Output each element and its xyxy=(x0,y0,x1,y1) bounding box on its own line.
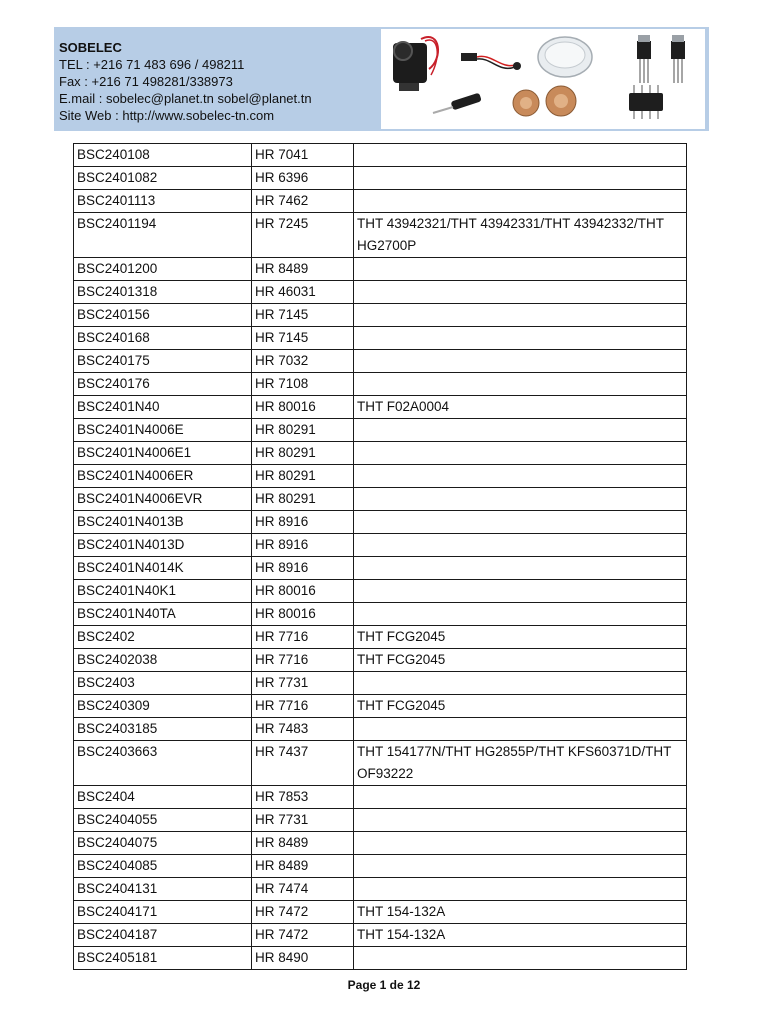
part-reference-cell: BSC2401318 xyxy=(74,281,252,304)
part-reference-cell: BSC2403 xyxy=(74,672,252,695)
table-row xyxy=(74,809,687,832)
hr-code-cell: HR 7245 xyxy=(252,213,354,258)
tht-equivalent-cell xyxy=(354,580,687,603)
hr-code-cell: HR 7437 xyxy=(252,741,354,786)
tht-equivalent-cell: THT 154-132A xyxy=(354,901,687,924)
part-reference-cell: BSC2404 xyxy=(74,786,252,809)
tht-equivalent-cell xyxy=(354,350,687,373)
hr-code-cell: HR 80016 xyxy=(252,603,354,626)
table-row xyxy=(74,144,687,167)
tht-equivalent-cell xyxy=(354,488,687,511)
hr-code-cell: HR 8489 xyxy=(252,832,354,855)
tht-equivalent-cell xyxy=(354,557,687,580)
contact-block xyxy=(59,39,312,124)
part-reference-cell: BSC2404187 xyxy=(74,924,252,947)
part-reference-cell: BSC2401N4013D xyxy=(74,534,252,557)
part-reference-cell: BSC2405181 xyxy=(74,947,252,970)
tht-equivalent-cell xyxy=(354,258,687,281)
table-row xyxy=(74,786,687,809)
table-row xyxy=(74,649,687,672)
part-reference-cell: BSC2401N4013B xyxy=(74,511,252,534)
part-reference-cell: BSC240309 xyxy=(74,695,252,718)
part-reference-cell: BSC240168 xyxy=(74,327,252,350)
hr-code-cell: HR 8916 xyxy=(252,557,354,580)
tht-equivalent-cell xyxy=(354,281,687,304)
hr-code-cell: HR 7462 xyxy=(252,190,354,213)
tht-equivalent-cell xyxy=(354,718,687,741)
table-row xyxy=(74,855,687,878)
part-reference-cell: BSC2404085 xyxy=(74,855,252,878)
tht-equivalent-cell xyxy=(354,855,687,878)
table-row xyxy=(74,741,687,786)
table-row xyxy=(74,190,687,213)
tht-equivalent-cell xyxy=(354,304,687,327)
tht-equivalent-cell xyxy=(354,442,687,465)
table-row xyxy=(74,373,687,396)
part-reference-cell: BSC2402 xyxy=(74,626,252,649)
table-row xyxy=(74,924,687,947)
piezo-disc-icon xyxy=(513,86,576,116)
tht-equivalent-cell xyxy=(354,465,687,488)
tht-equivalent-cell: THT 154-132A xyxy=(354,924,687,947)
table-row xyxy=(74,442,687,465)
tht-equivalent-cell xyxy=(354,373,687,396)
tht-equivalent-cell: THT F02A0004 xyxy=(354,396,687,419)
tht-equivalent-cell: THT FCG2045 xyxy=(354,695,687,718)
table-row xyxy=(74,695,687,718)
table-row xyxy=(74,511,687,534)
tht-equivalent-cell: THT 154177N/THT HG2855P/THT KFS60371D/THT OF93222 xyxy=(354,741,687,786)
tht-equivalent-cell xyxy=(354,809,687,832)
hr-code-cell: HR 7472 xyxy=(252,924,354,947)
hr-code-cell: HR 46031 xyxy=(252,281,354,304)
table-row xyxy=(74,901,687,924)
table-row xyxy=(74,672,687,695)
email-line: E.mail : sobelec@planet.tn sobel@planet.tn xyxy=(59,91,312,106)
part-reference-cell: BSC240156 xyxy=(74,304,252,327)
table-row xyxy=(74,534,687,557)
hr-code-cell: HR 7483 xyxy=(252,718,354,741)
part-reference-cell: BSC240108 xyxy=(74,144,252,167)
table-row xyxy=(74,213,687,258)
table-row xyxy=(74,304,687,327)
part-reference-cell: BSC2401N4006E xyxy=(74,419,252,442)
table-row xyxy=(74,557,687,580)
connector-cable-icon xyxy=(461,53,521,70)
part-reference-cell: BSC2401N4006EVR xyxy=(74,488,252,511)
hr-code-cell: HR 80291 xyxy=(252,442,354,465)
tht-equivalent-cell xyxy=(354,144,687,167)
tht-equivalent-cell xyxy=(354,947,687,970)
hr-code-cell: HR 7853 xyxy=(252,786,354,809)
tht-equivalent-cell xyxy=(354,419,687,442)
hr-code-cell: HR 7731 xyxy=(252,672,354,695)
hr-code-cell: HR 7145 xyxy=(252,304,354,327)
hr-code-cell: HR 7474 xyxy=(252,878,354,901)
page-number: Page 1 de 12 xyxy=(347,978,421,992)
part-reference-cell: BSC240175 xyxy=(74,350,252,373)
tht-equivalent-cell xyxy=(354,786,687,809)
hr-code-cell: HR 7731 xyxy=(252,809,354,832)
flyback-transformer-icon xyxy=(393,37,438,91)
table-row xyxy=(74,396,687,419)
part-reference-cell: BSC2403663 xyxy=(74,741,252,786)
hr-code-cell: HR 7041 xyxy=(252,144,354,167)
phone-line: TEL : +216 71 483 696 / 498211 xyxy=(59,57,245,72)
table-row xyxy=(74,350,687,373)
ceiling-speaker-icon xyxy=(538,37,592,77)
table-row xyxy=(74,603,687,626)
table-row xyxy=(74,626,687,649)
table-row xyxy=(74,167,687,190)
hr-code-cell: HR 7145 xyxy=(252,327,354,350)
tht-equivalent-cell xyxy=(354,327,687,350)
table-row xyxy=(74,465,687,488)
part-reference-cell: BSC2404171 xyxy=(74,901,252,924)
table-row xyxy=(74,878,687,901)
table-row xyxy=(74,832,687,855)
hr-code-cell: HR 8490 xyxy=(252,947,354,970)
part-reference-cell: BSC2402038 xyxy=(74,649,252,672)
table-row xyxy=(74,580,687,603)
hr-code-cell: HR 7472 xyxy=(252,901,354,924)
part-reference-cell: BSC2401082 xyxy=(74,167,252,190)
transistor-icon xyxy=(637,35,685,83)
tht-equivalent-cell xyxy=(354,190,687,213)
hr-code-cell: HR 8916 xyxy=(252,534,354,557)
ic-chip-icon xyxy=(629,85,663,119)
product-photos xyxy=(381,29,705,129)
part-reference-cell: BSC2404075 xyxy=(74,832,252,855)
tht-equivalent-cell xyxy=(354,534,687,557)
part-reference-cell: BSC2401113 xyxy=(74,190,252,213)
fax-line: Fax : +216 71 498281/338973 xyxy=(59,74,233,89)
tht-equivalent-cell xyxy=(354,511,687,534)
hr-code-cell: HR 7032 xyxy=(252,350,354,373)
website-line: Site Web : http://www.sobelec-tn.com xyxy=(59,108,275,123)
part-reference-cell: BSC2401N40TA xyxy=(74,603,252,626)
table-row xyxy=(74,281,687,304)
table-row xyxy=(74,488,687,511)
table-row xyxy=(74,327,687,350)
hr-code-cell: HR 7716 xyxy=(252,626,354,649)
hr-code-cell: HR 80291 xyxy=(252,419,354,442)
hr-code-cell: HR 6396 xyxy=(252,167,354,190)
hr-code-cell: HR 7716 xyxy=(252,695,354,718)
tht-equivalent-cell xyxy=(354,603,687,626)
tht-equivalent-cell xyxy=(354,832,687,855)
tht-equivalent-cell: THT 43942321/THT 43942331/THT 43942332/THT HG2700P xyxy=(354,213,687,258)
parts-table-body xyxy=(74,144,687,970)
parts-table xyxy=(73,143,687,970)
tht-equivalent-cell: THT FCG2045 xyxy=(354,649,687,672)
hr-code-cell: HR 8489 xyxy=(252,258,354,281)
company-name: SOBELEC xyxy=(59,40,122,55)
letterhead xyxy=(54,27,709,131)
table-row xyxy=(74,419,687,442)
hr-code-cell: HR 7108 xyxy=(252,373,354,396)
table-row xyxy=(74,258,687,281)
hr-code-cell: HR 80291 xyxy=(252,465,354,488)
probe-icon xyxy=(433,93,482,113)
part-reference-cell: BSC2401N4014K xyxy=(74,557,252,580)
table-row xyxy=(74,947,687,970)
tht-equivalent-cell xyxy=(354,878,687,901)
part-reference-cell: BSC2401200 xyxy=(74,258,252,281)
tht-equivalent-cell: THT FCG2045 xyxy=(354,626,687,649)
hr-code-cell: HR 7716 xyxy=(252,649,354,672)
part-reference-cell: BSC2404131 xyxy=(74,878,252,901)
table-row xyxy=(74,718,687,741)
part-reference-cell: BSC2401N4006ER xyxy=(74,465,252,488)
hr-code-cell: HR 80016 xyxy=(252,580,354,603)
tht-equivalent-cell xyxy=(354,167,687,190)
part-reference-cell: BSC2401194 xyxy=(74,213,252,258)
part-reference-cell: BSC240176 xyxy=(74,373,252,396)
part-reference-cell: BSC2401N40 xyxy=(74,396,252,419)
tht-equivalent-cell xyxy=(354,672,687,695)
hr-code-cell: HR 8916 xyxy=(252,511,354,534)
part-reference-cell: BSC2401N40K1 xyxy=(74,580,252,603)
hr-code-cell: HR 80016 xyxy=(252,396,354,419)
part-reference-cell: BSC2401N4006E1 xyxy=(74,442,252,465)
part-reference-cell: BSC2404055 xyxy=(74,809,252,832)
hr-code-cell: HR 80291 xyxy=(252,488,354,511)
hr-code-cell: HR 8489 xyxy=(252,855,354,878)
part-reference-cell: BSC2403185 xyxy=(74,718,252,741)
